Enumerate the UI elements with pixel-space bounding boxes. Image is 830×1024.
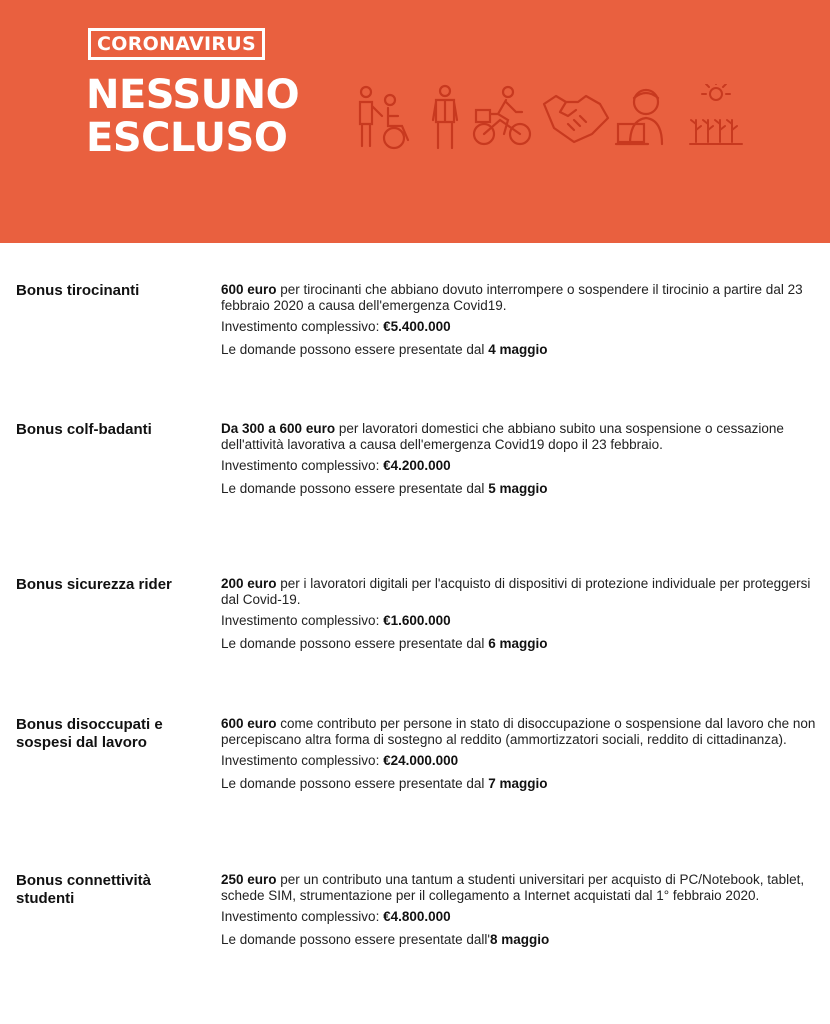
bonus-amount: 200 euro bbox=[221, 576, 277, 591]
deadline-label: Le domande possono essere presentate dal bbox=[221, 480, 489, 496]
rider-icon bbox=[472, 84, 534, 150]
section-title: Bonus colf-badanti bbox=[16, 421, 152, 438]
investment-label: Investimento complessivo: bbox=[221, 909, 384, 924]
section-description bbox=[221, 716, 816, 747]
section-body bbox=[221, 421, 816, 503]
icon-strip bbox=[352, 84, 752, 154]
section-description bbox=[221, 282, 816, 313]
headline bbox=[86, 74, 299, 160]
investment-value: €5.400.000 bbox=[383, 319, 451, 334]
deadline-value: 4 maggio bbox=[488, 341, 548, 357]
deadline-line bbox=[221, 932, 816, 948]
deadline-label: Le domande possono essere presentate dal bbox=[221, 635, 489, 651]
investment-value: €1.600.000 bbox=[383, 613, 451, 628]
header-banner bbox=[0, 0, 830, 243]
elderly-care-icon bbox=[352, 84, 420, 150]
student-laptop-icon bbox=[614, 84, 674, 150]
investment-value: €24.000.000 bbox=[383, 753, 459, 768]
bonus-amount: 600 euro bbox=[221, 282, 277, 297]
bonus-amount: 250 euro bbox=[221, 872, 277, 887]
investment-value: €4.200.000 bbox=[383, 458, 451, 473]
section-description bbox=[221, 872, 816, 903]
worker-icon bbox=[430, 84, 460, 150]
investment-line bbox=[221, 753, 816, 769]
bonus-amount: 600 euro bbox=[221, 716, 277, 731]
investment-line bbox=[221, 458, 816, 474]
section-description bbox=[221, 576, 816, 607]
investment-label: Investimento complessivo: bbox=[221, 613, 384, 628]
handshake-icon bbox=[542, 84, 610, 150]
deadline-label: Le domande possono essere presentate dal bbox=[221, 775, 489, 791]
deadline-label: Le domande possono essere presentate dal bbox=[221, 341, 489, 357]
deadline-value: 8 maggio bbox=[490, 931, 550, 947]
description-text: come contributo per persone in stato di disoccupazione o sospensione dal lavoro che non percepiscano altra forma di sostegno al reddito (ammortizzatori sociali, reddito di cittadinanza). bbox=[221, 716, 816, 747]
investment-line bbox=[221, 613, 816, 629]
deadline-line bbox=[221, 776, 816, 792]
deadline-line bbox=[221, 481, 816, 497]
section-body bbox=[221, 282, 816, 364]
description-text: per i lavoratori digitali per l'acquisto di dispositivi di protezione individuale per proteggersi dal Covid-19. bbox=[221, 576, 811, 607]
headline-line-2: ESCLUSO bbox=[86, 115, 288, 161]
description-text: per un contributo una tantum a studenti universitari per acquisto di PC/Notebook, tablet, schede SIM, strumentazione per il collegamento a Internet acquistati dal 1° febbraio 2020. bbox=[221, 872, 805, 903]
section-title: Bonus disoccupati e sospesi dal lavoro bbox=[16, 716, 163, 751]
section-body bbox=[221, 716, 816, 798]
headline-line-1: NESSUNO bbox=[86, 72, 300, 118]
section-body bbox=[221, 872, 816, 954]
investment-label: Investimento complessivo: bbox=[221, 319, 384, 334]
farm-field-icon bbox=[686, 84, 746, 150]
deadline-value: 6 maggio bbox=[488, 635, 548, 651]
description-text: per lavoratori domestici che abbiano subito una sospensione o cessazione dell'attività lavorativa a causa dell'emergenza Covid19 dopo il 23 febbraio. bbox=[221, 421, 784, 452]
investment-line bbox=[221, 319, 816, 335]
section-body bbox=[221, 576, 816, 658]
section-title: Bonus sicurezza rider bbox=[16, 576, 172, 593]
investment-line bbox=[221, 909, 816, 925]
deadline-label: Le domande possono essere presentate dall' bbox=[221, 931, 491, 947]
deadline-line bbox=[221, 342, 816, 358]
section-description bbox=[221, 421, 816, 452]
deadline-line bbox=[221, 636, 816, 652]
deadline-value: 5 maggio bbox=[488, 480, 548, 496]
section-title: Bonus tirocinanti bbox=[16, 282, 140, 299]
section-title: Bonus connettività studenti bbox=[16, 872, 152, 907]
investment-value: €4.800.000 bbox=[383, 909, 451, 924]
description-text: per tirocinanti che abbiano dovuto interrompere o sospendere il tirocinio a partire dal 23 febbraio 2020 a causa dell'emergenza Covid19. bbox=[221, 282, 803, 313]
deadline-value: 7 maggio bbox=[488, 775, 548, 791]
bonus-amount: Da 300 a 600 euro bbox=[221, 421, 336, 436]
coronavirus-tag: CORONAVIRUS bbox=[88, 28, 265, 60]
investment-label: Investimento complessivo: bbox=[221, 753, 384, 768]
investment-label: Investimento complessivo: bbox=[221, 458, 384, 473]
